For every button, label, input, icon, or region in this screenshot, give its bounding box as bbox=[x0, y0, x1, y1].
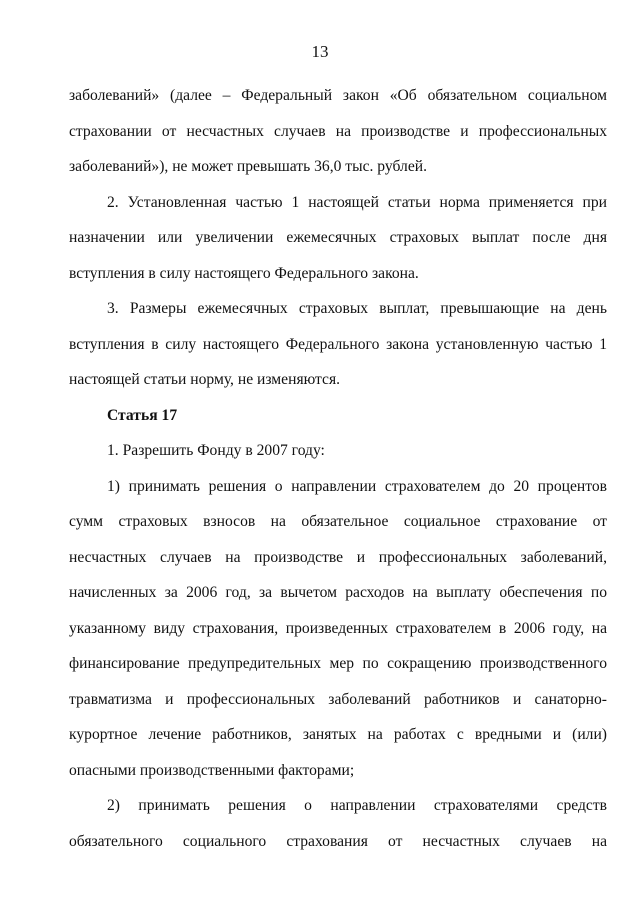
paragraph-subitem-2 bbox=[69, 788, 607, 859]
paragraph-item-3 bbox=[69, 291, 607, 398]
paragraph-subitem-1 bbox=[69, 469, 607, 789]
paragraph-item-2 bbox=[69, 185, 607, 292]
paragraph-article-item-1 bbox=[69, 433, 607, 469]
page-number: 13 bbox=[311, 42, 329, 61]
text-line: опасными производственными факторами; bbox=[69, 761, 355, 779]
text-line: настоящей статьи норму, не изменяются. bbox=[69, 371, 341, 388]
text-line: 3. Размеры ежемесячных страховых выплат, превышающие на день bbox=[107, 300, 607, 317]
document-body bbox=[69, 78, 607, 859]
paragraph-continuation bbox=[69, 78, 607, 185]
text-line: несчастных случаев на производстве и профессиональных заболеваний, bbox=[69, 548, 607, 566]
text-line: начисленных за 2006 год, за вычетом расходов на выплату обеспечения по bbox=[69, 584, 607, 601]
text-line: 1) принимать решения о направлении страхователем до 20 процентов bbox=[107, 477, 607, 495]
text-line: финансирование предупредительных мер по сокращению производственного bbox=[69, 655, 607, 672]
text-line: заболеваний»), не может превышать 36,0 тыс. рублей. bbox=[69, 158, 427, 175]
text-line: сумм страховых взносов на обязательное социальное страхование от bbox=[69, 513, 607, 530]
text-line: обязательного социального страхования от несчастных случаев на bbox=[69, 832, 607, 850]
text-line: вступления в силу настоящего Федерального закона. bbox=[69, 264, 419, 282]
text-line: 2) принимать решения о направлении страхователями средств bbox=[107, 797, 607, 814]
text-line: курортное лечение работников, занятых на работах с вредными и (или) bbox=[69, 726, 607, 743]
text-line: указанному виду страхования, произведенных страхователем в 2006 году, на bbox=[69, 619, 607, 637]
text-line: страховании от несчастных случаев на производстве и профессиональных bbox=[69, 122, 607, 140]
text-line: назначении или увеличении ежемесячных страховых выплат после дня bbox=[69, 229, 607, 246]
article-heading: Статья 17 bbox=[107, 406, 178, 424]
text-line: вступления в силу настоящего Федерального закона установленную частью 1 bbox=[69, 335, 607, 353]
text-line: 1. Разрешить Фонду в 2007 году: bbox=[107, 442, 325, 459]
text-line: заболеваний» (далее – Федеральный закон «Об обязательном социальном bbox=[69, 87, 607, 104]
text-line: травматизма и профессиональных заболеваний работников и санаторно- bbox=[69, 690, 607, 708]
text-line: 2. Установленная частью 1 настоящей статьи норма применяется при bbox=[107, 193, 607, 211]
